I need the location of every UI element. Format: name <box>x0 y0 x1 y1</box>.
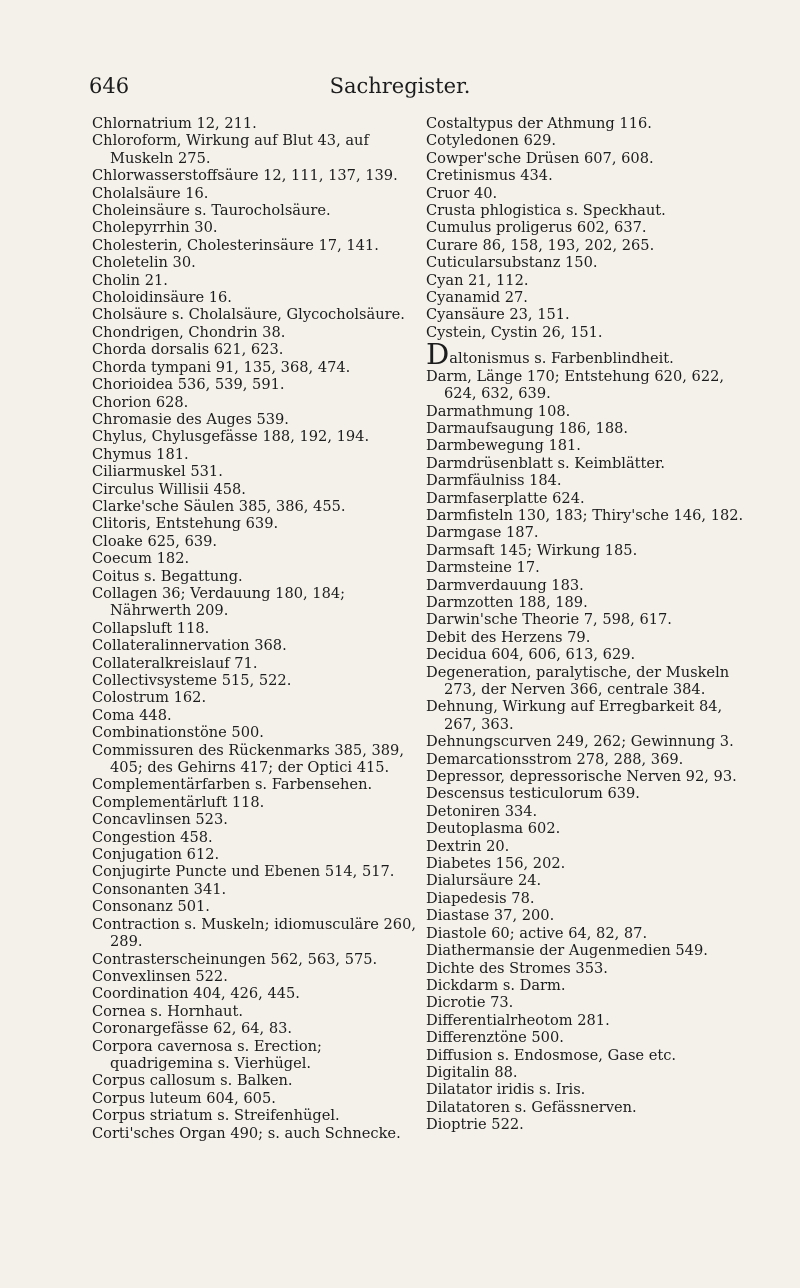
index-entry: Consonanten 341. <box>92 880 227 898</box>
index-entry: Darmsteine 17. <box>426 559 540 577</box>
index-entry: Detoniren 334. <box>426 802 538 820</box>
index-entry: Darm, Länge 170; Entstehung 620, 622, 624, 632, 639. <box>426 367 725 403</box>
index-entry: Choleinsäure s. Taurocholsäure. <box>92 202 331 220</box>
index-entry: Chorioidea 536, 539, 591. <box>92 376 285 394</box>
index-entry: Darwin'sche Theorie 7, 598, 617. <box>426 611 672 629</box>
index-entry: Darmsaft 145; Wirkung 185. <box>426 541 638 559</box>
index-entry: Commissuren des Rückenmarks 385, 389, 405; des Gehirns 417; der Optici 415. <box>92 741 404 777</box>
index-entry: Consonanz 501. <box>92 898 210 916</box>
index-entry: Chylus, Chylusgefässe 188, 192, 194. <box>92 428 370 446</box>
index-entry: Darmbewegung 181. <box>426 437 581 455</box>
index-entry: Cyan 21, 112. <box>426 271 529 289</box>
index-entry: Darmfisteln 130, 183; Thiry'sche 146, 182. <box>426 506 744 524</box>
index-entry: Deutoplasma 602. <box>426 820 561 838</box>
index-entry: Digitalin 88. <box>426 1063 518 1081</box>
index-entry: Complementärfarben s. Farbensehen. <box>92 776 373 794</box>
index-entry: Collagen 36; Verdauung 180, 184; Nährwerth 209. <box>92 584 346 620</box>
running-title: Sachregister. <box>329 74 471 98</box>
index-entry: Crusta phlogistica s. Speckhaut. <box>426 202 666 220</box>
index-entry: Cloake 625, 639. <box>92 532 218 550</box>
page-number: 646 <box>89 74 130 98</box>
index-entry: Choloidinsäure 16. <box>92 289 232 307</box>
index-entry: Dickdarm s. Darm. <box>426 976 566 994</box>
index-entry: Dicrotie 73. <box>426 994 514 1012</box>
index-entry: Curare 86, 158, 193, 202, 265. <box>426 236 655 254</box>
index-column-left <box>92 115 422 1142</box>
index-entry: Coma 448. <box>92 706 172 724</box>
index-entry: Cholesterin, Cholesterinsäure 17, 141. <box>92 236 379 254</box>
index-entry: Concavlinsen 523. <box>92 811 228 829</box>
index-entry: Cholsäure s. Cholalsäure, Glycocholsäure. <box>92 306 405 324</box>
index-entry: Clarke'sche Säulen 385, 386, 455. <box>92 497 346 515</box>
index-entry: Cholin 21. <box>92 271 168 289</box>
index-entry: Cholalsäure 16. <box>92 184 209 202</box>
index-entry: Ciliarmuskel 531. <box>92 463 223 481</box>
entry-text: altonismus s. Farbenblindheit. <box>449 350 674 368</box>
index-entry: Cholepyrrhin 30. <box>92 219 218 237</box>
index-entry: Dioptrie 522. <box>426 1116 524 1134</box>
index-entry: Chlorwasserstoffsäure 12, 111, 137, 139. <box>92 167 398 185</box>
index-entry: Coronargefässe 62, 64, 83. <box>92 1020 293 1038</box>
index-entry: Cuticularsubstanz 150. <box>426 254 598 272</box>
index-entry: Conjugation 612. <box>92 846 220 864</box>
page-header <box>0 74 800 104</box>
index-entry: Dilatator iridis s. Iris. <box>426 1081 586 1099</box>
index-entry: Chlornatrium 12, 211. <box>92 115 257 132</box>
index-entry: Cumulus proligerus 602, 637. <box>426 219 647 237</box>
index-entry: Diastase 37, 200. <box>426 907 555 925</box>
index-entry: Chromasie des Auges 539. <box>92 410 289 428</box>
index-entry: Dichte des Stromes 353. <box>426 959 608 977</box>
index-entry: Darmaufsaugung 186, 188. <box>426 419 629 437</box>
index-entry: Corpora cavernosa s. Erection; quadrigemina s. Vierhügel. <box>92 1037 322 1072</box>
index-entry: Diathermansie der Augenmedien 549. <box>426 942 708 960</box>
index-entry: Collectivsysteme 515, 522. <box>92 672 292 689</box>
index-entry: Chorda dorsalis 621, 623. <box>92 341 284 359</box>
index-entry: Collateralinnervation 368. <box>92 637 287 655</box>
index-entry: Chloroform, Wirkung auf Blut 43, auf Muskeln 275. <box>92 132 369 167</box>
d-entries <box>426 368 756 1134</box>
index-entry: Costaltypus der Athmung 116. <box>426 115 652 132</box>
index-entry: Collateralkreislauf 71. <box>92 654 258 672</box>
index-entry: Coitus s. Begattung. <box>92 567 243 585</box>
index-entry: Coecum 182. <box>92 550 190 568</box>
index-entry: Congestion 458. <box>92 828 213 846</box>
index-entry: Diffusion s. Endosmose, Gase etc. <box>426 1046 677 1064</box>
index-entry: Differentialrheotom 281. <box>426 1011 610 1029</box>
index-entry: Demarcationsstrom 278, 288, 369. <box>426 750 684 768</box>
index-entry: Combinationstöne 500. <box>92 724 264 742</box>
index-entry: Contrasterscheinungen 562, 563, 575. <box>92 950 378 968</box>
index-entry: Darmgase 187. <box>426 524 539 542</box>
index-entry: Decidua 604, 606, 613, 629. <box>426 646 636 664</box>
index-entry: Convexlinsen 522. <box>92 967 228 985</box>
index-entry <box>426 337 756 372</box>
index-entry: Depressor, depressorische Nerven 92, 93. <box>426 768 737 786</box>
index-entry: Cystein, Cystin 26, 151. <box>426 323 603 341</box>
index-entry: Descensus testiculorum 639. <box>426 785 640 803</box>
index-entry: Cyansäure 23, 151. <box>426 306 570 324</box>
index-entry: Differenztöne 500. <box>426 1029 564 1047</box>
index-entry: Diastole 60; active 64, 82, 87. <box>426 924 648 942</box>
index-entry: Corpus striatum s. Streifenhügel. <box>92 1107 340 1125</box>
index-entry: Degeneration, paralytische, der Muskeln 273, der Nerven 366, centrale 384. <box>426 663 730 698</box>
index-entry: Cowper'sche Drüsen 607, 608. <box>426 149 654 167</box>
index-entry: Colostrum 162. <box>92 689 207 707</box>
index-entry: Dilatatoren s. Gefässnerven. <box>426 1098 637 1116</box>
index-entry: Cornea s. Hornhaut. <box>92 1002 243 1020</box>
index-entry: Conjugirte Puncte und Ebenen 514, 517. <box>92 863 395 881</box>
index-entry: Dehnungscurven 249, 262; Gewinnung 3. <box>426 733 734 751</box>
index-entry: Dialursäure 24. <box>426 872 542 890</box>
index-entry: Complementärluft 118. <box>92 793 265 811</box>
index-entry: Cotyledonen 629. <box>426 132 557 150</box>
index-entry: Darmdrüsenblatt s. Keimblätter. <box>426 454 666 472</box>
index-entry: Contraction s. Muskeln; idiomusculäre 260, 289. <box>92 915 416 951</box>
index-entry: Coordination 404, 426, 445. <box>92 985 300 1003</box>
index-entry: Cruor 40. <box>426 184 498 202</box>
index-entry: Cyanamid 27. <box>426 289 528 307</box>
index-entry: Dextrin 20. <box>426 837 510 855</box>
index-entry: Dehnung, Wirkung auf Erregbarkeit 84, 267, 363. <box>426 698 723 733</box>
index-entry: Darmzotten 188, 189. <box>426 593 588 611</box>
index-entry: Darmfäulniss 184. <box>426 472 562 490</box>
index-entry: Diapedesis 78. <box>426 889 535 907</box>
index-entry: Chondrigen, Chondrin 38. <box>92 323 286 341</box>
index-entry: Corpus luteum 604, 605. <box>92 1089 276 1107</box>
index-entry: Clitoris, Entstehung 639. <box>92 515 279 533</box>
index-entry: Circulus Willisii 458. <box>92 480 246 498</box>
index-entry: Chorion 628. <box>92 393 189 411</box>
index-entry: Debit des Herzens 79. <box>426 628 591 646</box>
index-entry: Chymus 181. <box>92 445 189 463</box>
index-entry: Diabetes 156, 202. <box>426 855 566 873</box>
section-initial: D <box>426 337 450 372</box>
index-entry: Choletelin 30. <box>92 254 196 272</box>
index-entry: Darmathmung 108. <box>426 402 571 420</box>
index-column-right <box>426 115 756 1134</box>
index-entry: Collapsluft 118. <box>92 619 210 637</box>
index-entry: Darmfaserplatte 624. <box>426 489 585 507</box>
c-entries <box>426 115 756 341</box>
index-entry: Chorda tympani 91, 135, 368, 474. <box>92 358 351 376</box>
index-entry: Darmverdauung 183. <box>426 576 584 594</box>
index-entry: Corpus callosum s. Balken. <box>92 1072 293 1090</box>
index-entry: Corti'sches Organ 490; s. auch Schnecke. <box>92 1124 401 1142</box>
index-entry: Cretinismus 434. <box>426 167 553 185</box>
